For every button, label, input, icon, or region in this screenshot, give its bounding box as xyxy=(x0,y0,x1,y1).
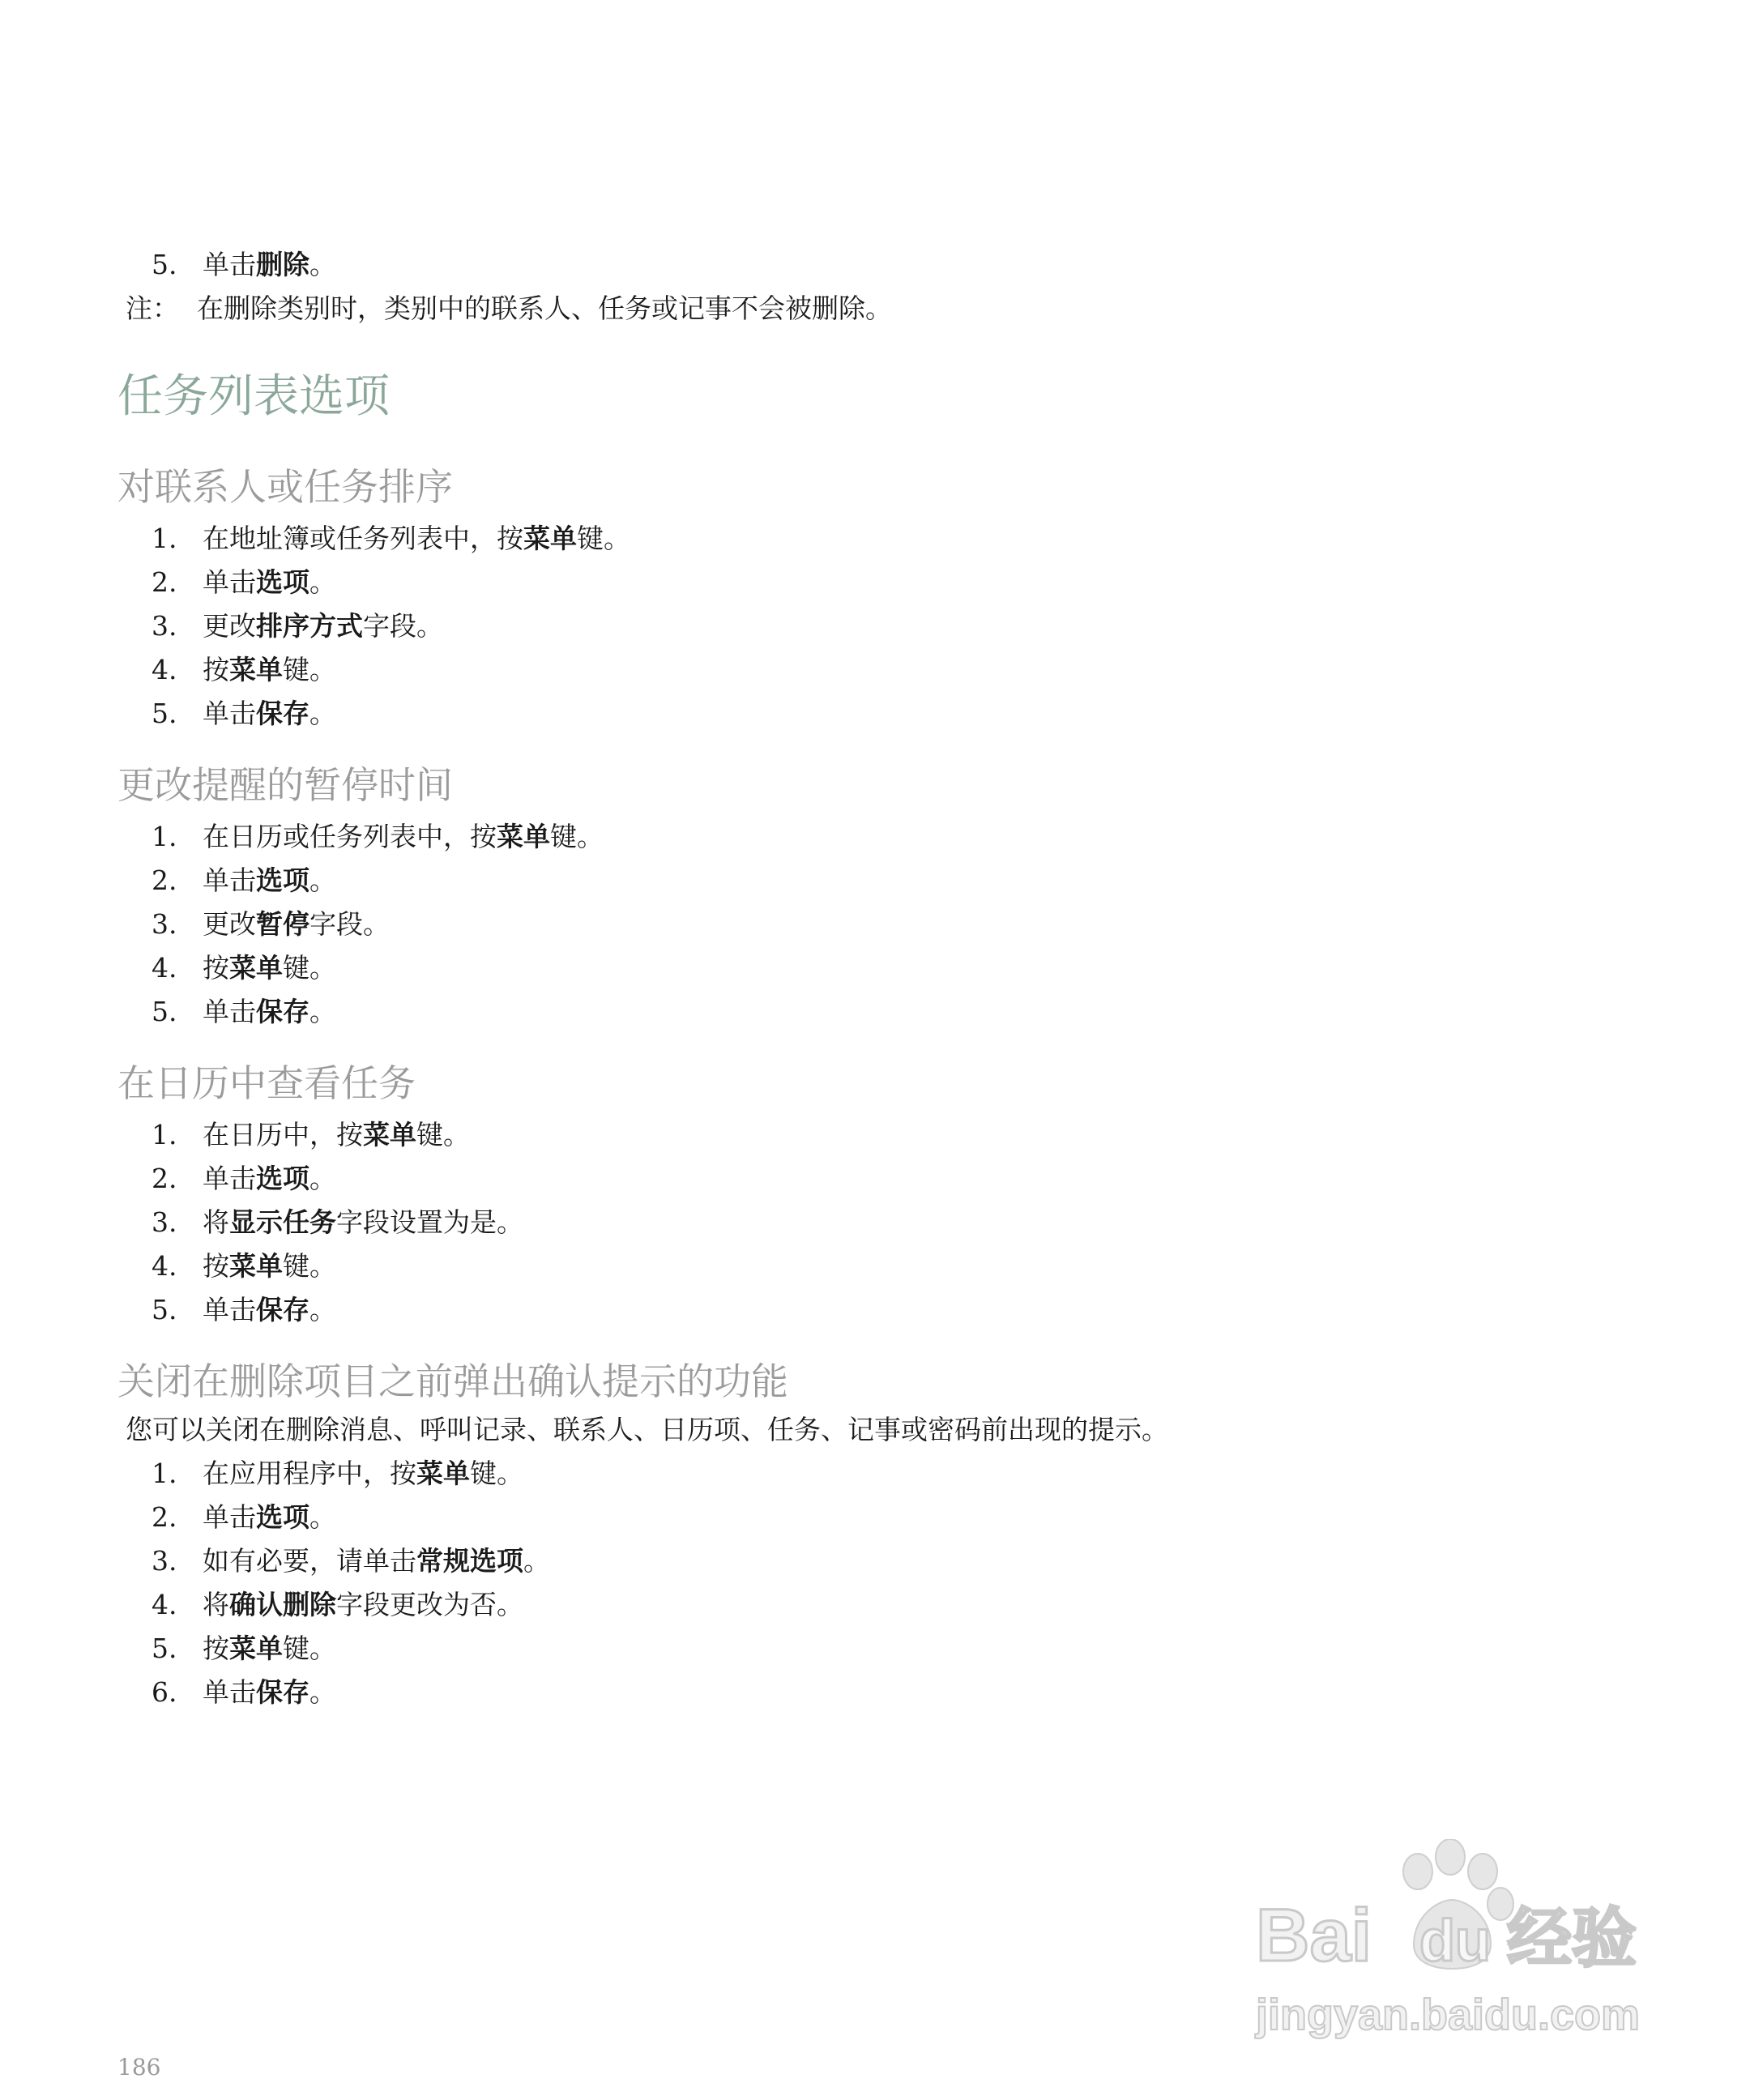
watermark-cn: 经验 xyxy=(1507,1901,1637,1976)
watermark-brand-left: Bai xyxy=(1256,1894,1372,1977)
watermark-url: jingyan.baidu.com xyxy=(1256,1991,1641,2039)
list-item: 5. 按菜单键。 xyxy=(152,1633,336,1664)
list-item: 6. 单击保存。 xyxy=(152,1676,336,1708)
list-item: 1. 在日历或任务列表中，按菜单键。 xyxy=(152,821,604,852)
list-item: 2. 单击选项。 xyxy=(152,1163,336,1194)
list-item: 4. 按菜单键。 xyxy=(152,654,336,685)
list-item: 4. 将确认删除字段更改为否。 xyxy=(152,1589,523,1620)
list-item: 3. 将显示任务字段设置为是。 xyxy=(152,1206,523,1238)
list-item: 4. 按菜单键。 xyxy=(152,1250,336,1282)
list-item: 2. 单击选项。 xyxy=(152,566,336,598)
list-item: 5. 单击保存。 xyxy=(152,996,336,1027)
subsection-title: 关闭在删除项目之前弹出确认提示的功能 xyxy=(117,1359,788,1403)
intro-paragraph: 您可以关闭在删除消息、呼叫记录、联系人、日历项、任务、记事或密码前出现的提示。 xyxy=(126,1414,1168,1445)
note-text: 在删除类别时，类别中的联系人、任务或记事不会被删除。 xyxy=(197,292,892,324)
note-label: 注： xyxy=(126,292,179,324)
list-item: 1. 在日历中，按菜单键。 xyxy=(152,1119,470,1150)
step-list xyxy=(117,517,1657,736)
list-item: 5. 单击保存。 xyxy=(152,698,336,729)
list-item: 2. 单击选项。 xyxy=(152,864,336,896)
step-delete xyxy=(117,243,1657,287)
list-item: 3. 如有必要，请单击常规选项。 xyxy=(152,1545,550,1577)
step-number: 5. xyxy=(152,249,177,280)
watermark-brand-right: du xyxy=(1419,1909,1491,1974)
page-number: 186 xyxy=(117,2054,161,2081)
list-item: 4. 按菜单键。 xyxy=(152,952,336,984)
list-item: 3. 更改排序方式字段。 xyxy=(152,610,443,642)
section-title: 任务列表选项 xyxy=(117,370,390,423)
list-item: 5. 单击保存。 xyxy=(152,1294,336,1325)
step-text: 单击删除。 xyxy=(203,249,336,280)
list-item: 1. 在应用程序中，按菜单键。 xyxy=(152,1458,523,1489)
step-list xyxy=(117,815,1657,1034)
step-list xyxy=(117,1452,1657,1714)
step-list xyxy=(117,1113,1657,1332)
note xyxy=(126,287,1657,331)
list-item: 3. 更改暂停字段。 xyxy=(152,908,390,940)
subsection-title: 对联系人或任务排序 xyxy=(117,465,453,509)
page-content xyxy=(117,243,1657,1714)
list-item: 2. 单击选项。 xyxy=(152,1501,336,1533)
list-item: 1. 在地址簿或任务列表中，按菜单键。 xyxy=(152,523,630,554)
subsection-title: 更改提醒的暂停时间 xyxy=(117,763,453,807)
subsection-title: 在日历中查看任务 xyxy=(117,1061,416,1105)
baidu-jingyan-watermark-logo xyxy=(1240,1839,1661,2050)
